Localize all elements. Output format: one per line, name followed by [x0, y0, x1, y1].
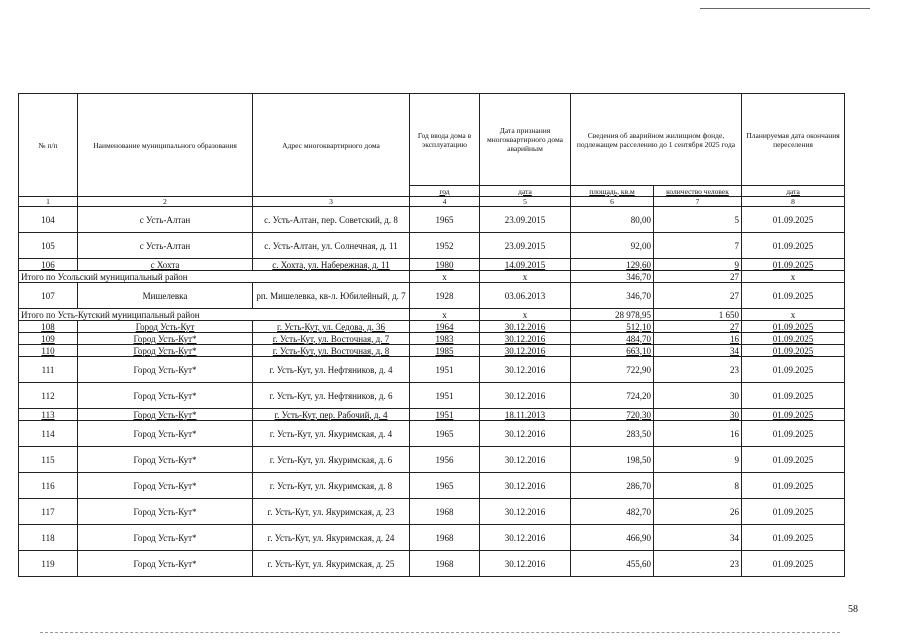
table-row: [19, 233, 845, 259]
cell-number: 111: [19, 357, 78, 383]
cell-address: г. Усть-Кут, ул. Якуримская, д. 25: [253, 551, 410, 577]
cell-year: 1928: [410, 283, 480, 309]
cell-year: х: [410, 271, 480, 283]
subtotal-row: [19, 309, 845, 321]
cell-address: г. Усть-Кут, ул. Нефтяников, д. 4: [253, 357, 410, 383]
cell-people: 26: [654, 499, 742, 525]
cell-planned-date: 01.09.2025: [742, 473, 845, 499]
cell-address: г. Усть-Кут, ул. Якуримская, д. 4: [253, 421, 410, 447]
cell-municipality: с Усть-Алтан: [78, 233, 253, 259]
table-row: [19, 345, 845, 357]
table-row: [19, 333, 845, 345]
cell-year: 1968: [410, 525, 480, 551]
cell-municipality: Город Усть-Кут*: [78, 421, 253, 447]
cell-number: 107: [19, 283, 78, 309]
cell-year: 1951: [410, 357, 480, 383]
cell-municipality: Город Усть-Кут*: [78, 447, 253, 473]
cell-area: 482,70: [571, 499, 654, 525]
cell-people: 27: [654, 283, 742, 309]
cell-municipality: с Хохта: [78, 259, 253, 271]
cell-people: 30: [654, 409, 742, 421]
cell-date: 30.12.2016: [480, 499, 571, 525]
table-row: [19, 409, 845, 421]
subtotal-label: Итого по Усть-Кутский муниципальный район: [19, 309, 410, 321]
cell-address: с. Хохта, ул. Набережная, д. 11: [253, 259, 410, 271]
cell-number: 117: [19, 499, 78, 525]
table-row: [19, 447, 845, 473]
column-number: 1: [19, 197, 78, 207]
cell-planned-date: 01.09.2025: [742, 447, 845, 473]
cell-year: 1985: [410, 345, 480, 357]
cell-people: 7: [654, 233, 742, 259]
cell-planned-date: 01.09.2025: [742, 345, 845, 357]
cell-date: 30.12.2016: [480, 473, 571, 499]
cell-area: 455,60: [571, 551, 654, 577]
cell-area: 198,50: [571, 447, 654, 473]
cell-area: 346,70: [571, 271, 654, 283]
cell-planned-date: 01.09.2025: [742, 551, 845, 577]
cell-people: 9: [654, 259, 742, 271]
column-number: 5: [480, 197, 571, 207]
cell-date: 30.12.2016: [480, 321, 571, 333]
cell-number: 115: [19, 447, 78, 473]
cell-area: 724,20: [571, 383, 654, 409]
cell-municipality: Город Усть-Кут*: [78, 345, 253, 357]
cell-number: 109: [19, 333, 78, 345]
cell-people: 1 650: [654, 309, 742, 321]
cell-people: 23: [654, 357, 742, 383]
cell-people: 27: [654, 271, 742, 283]
cell-area: 92,00: [571, 233, 654, 259]
cell-date: 30.12.2016: [480, 447, 571, 473]
cell-year: 1952: [410, 233, 480, 259]
cell-date: х: [480, 309, 571, 321]
cell-address: г. Усть-Кут, пер. Рабочий, д. 4: [253, 409, 410, 421]
cell-planned-date: х: [742, 271, 845, 283]
cell-number: 114: [19, 421, 78, 447]
cell-municipality: Город Усть-Кут*: [78, 357, 253, 383]
cell-area: 28 978,95: [571, 309, 654, 321]
cell-area: 663,10: [571, 345, 654, 357]
cell-year: 1965: [410, 473, 480, 499]
cell-planned-date: 01.09.2025: [742, 525, 845, 551]
cell-municipality: Город Усть-Кут*: [78, 499, 253, 525]
cell-area: 466,90: [571, 525, 654, 551]
column-number: 2: [78, 197, 253, 207]
cell-date: 23.09.2015: [480, 233, 571, 259]
cell-date: 23.09.2015: [480, 207, 571, 233]
cell-address: г. Усть-Кут, ул. Якуримская, д. 23: [253, 499, 410, 525]
cell-people: 34: [654, 525, 742, 551]
cell-number: 105: [19, 233, 78, 259]
cell-area: 286,70: [571, 473, 654, 499]
cell-area: 346,70: [571, 283, 654, 309]
cell-date: 30.12.2016: [480, 383, 571, 409]
table-row: [19, 357, 845, 383]
cell-people: 30: [654, 383, 742, 409]
cell-date: 18.11.2013: [480, 409, 571, 421]
cell-planned-date: 01.09.2025: [742, 333, 845, 345]
cell-number: 119: [19, 551, 78, 577]
cell-planned-date: 01.09.2025: [742, 207, 845, 233]
cell-date: 30.12.2016: [480, 357, 571, 383]
cell-year: 1956: [410, 447, 480, 473]
cell-area: 484,70: [571, 333, 654, 345]
cell-address: г. Усть-Кут, ул. Восточная, д. 7: [253, 333, 410, 345]
cell-address: г. Усть-Кут, ул. Якуримская, д. 8: [253, 473, 410, 499]
cell-people: 8: [654, 473, 742, 499]
table-row: [19, 259, 845, 271]
emergency-housing-table: [18, 93, 845, 577]
cell-planned-date: 01.09.2025: [742, 233, 845, 259]
cell-year: 1951: [410, 409, 480, 421]
cell-year: 1983: [410, 333, 480, 345]
cell-number: 106: [19, 259, 78, 271]
cell-area: 722,90: [571, 357, 654, 383]
table-row: [19, 283, 845, 309]
cell-address: г. Усть-Кут, ул. Седова, д. 36: [253, 321, 410, 333]
header-num: № п/п: [19, 94, 78, 197]
cell-address: г. Усть-Кут, ул. Якуримская, д. 6: [253, 447, 410, 473]
cell-year: х: [410, 309, 480, 321]
cell-municipality: Город Усть-Кут*: [78, 473, 253, 499]
cell-planned-date: 01.09.2025: [742, 409, 845, 421]
cell-date: х: [480, 271, 571, 283]
cell-date: 03.06.2013: [480, 283, 571, 309]
table-row: [19, 321, 845, 333]
table-row: [19, 551, 845, 577]
cell-year: 1965: [410, 421, 480, 447]
cell-date: 30.12.2016: [480, 525, 571, 551]
cell-people: 9: [654, 447, 742, 473]
cell-area: 283,50: [571, 421, 654, 447]
cell-municipality: Город Усть-Кут: [78, 321, 253, 333]
cell-people: 16: [654, 421, 742, 447]
subtotal-row: [19, 271, 845, 283]
cell-planned-date: 01.09.2025: [742, 499, 845, 525]
table-row: [19, 499, 845, 525]
cell-number: 112: [19, 383, 78, 409]
cell-number: 116: [19, 473, 78, 499]
cell-area: 80,00: [571, 207, 654, 233]
subtotal-label: Итого по Усольский муниципальный район: [19, 271, 410, 283]
cell-address: рп. Мишелевка, кв-л. Юбилейный, д. 7: [253, 283, 410, 309]
table-row: [19, 473, 845, 499]
cell-municipality: с Усть-Алтан: [78, 207, 253, 233]
cell-people: 5: [654, 207, 742, 233]
cell-people: 16: [654, 333, 742, 345]
cell-address: с. Усть-Алтан, пер. Советский, д. 8: [253, 207, 410, 233]
cell-year: 1980: [410, 259, 480, 271]
table-row: [19, 525, 845, 551]
cell-address: г. Усть-Кут, ул. Якуримская, д. 24: [253, 525, 410, 551]
cell-address: с. Усть-Алтан, ул. Солнечная, д. 11: [253, 233, 410, 259]
scan-artifact-line: [700, 8, 870, 9]
cell-year: 1965: [410, 207, 480, 233]
header-municipality: Наименование муниципального образования: [78, 94, 253, 197]
cell-year: 1964: [410, 321, 480, 333]
table-row: [19, 207, 845, 233]
cell-planned-date: х: [742, 309, 845, 321]
table-row: [19, 383, 845, 409]
cell-year: 1951: [410, 383, 480, 409]
cell-address: г. Усть-Кут, ул. Нефтяников, д. 6: [253, 383, 410, 409]
unit-label: дата: [742, 186, 845, 197]
cell-year: 1968: [410, 551, 480, 577]
cell-people: 34: [654, 345, 742, 357]
scan-artifact-line: [40, 632, 840, 633]
cell-planned-date: 01.09.2025: [742, 421, 845, 447]
cell-planned-date: 01.09.2025: [742, 357, 845, 383]
column-number: 4: [410, 197, 480, 207]
cell-planned-date: 01.09.2025: [742, 321, 845, 333]
cell-date: 30.12.2016: [480, 345, 571, 357]
cell-municipality: Мишелевка: [78, 283, 253, 309]
cell-year: 1968: [410, 499, 480, 525]
cell-planned-date: 01.09.2025: [742, 383, 845, 409]
cell-municipality: Город Усть-Кут*: [78, 551, 253, 577]
cell-number: 113: [19, 409, 78, 421]
cell-people: 23: [654, 551, 742, 577]
table-row: [19, 421, 845, 447]
unit-label: год: [410, 186, 480, 197]
unit-label: площадь, кв.м: [571, 186, 654, 197]
cell-number: 118: [19, 525, 78, 551]
cell-date: 14.09.2015: [480, 259, 571, 271]
cell-municipality: Город Усть-Кут*: [78, 409, 253, 421]
table-body: [19, 207, 845, 577]
cell-area: 512,10: [571, 321, 654, 333]
cell-number: 108: [19, 321, 78, 333]
cell-municipality: Город Усть-Кут*: [78, 333, 253, 345]
cell-people: 27: [654, 321, 742, 333]
cell-area: 129,60: [571, 259, 654, 271]
column-number: 3: [253, 197, 410, 207]
column-number: 7: [654, 197, 742, 207]
unit-label: дата: [480, 186, 571, 197]
cell-planned-date: 01.09.2025: [742, 259, 845, 271]
cell-date: 30.12.2016: [480, 551, 571, 577]
column-number: 6: [571, 197, 654, 207]
cell-date: 30.12.2016: [480, 421, 571, 447]
cell-address: г. Усть-Кут, ул. Восточная, д. 8: [253, 345, 410, 357]
header-year-built: Год ввода дома в эксплуатацию: [410, 94, 480, 186]
cell-date: 30.12.2016: [480, 333, 571, 345]
header-fund-info: Сведения об аварийном жилищном фонде, подлежащем расселению до 1 сентября 2025 года: [571, 94, 742, 186]
cell-number: 110: [19, 345, 78, 357]
page-number: 58: [848, 604, 858, 615]
header-address: Адрес многоквартирного дома: [253, 94, 410, 197]
cell-planned-date: 01.09.2025: [742, 283, 845, 309]
column-number: 8: [742, 197, 845, 207]
header-recognition-date: Дата признания многоквартирного дома аварийным: [480, 94, 571, 186]
unit-label: количество человек: [654, 186, 742, 197]
cell-municipality: Город Усть-Кут*: [78, 525, 253, 551]
header-planned-date: Планируемая дата окончания переселения: [742, 94, 845, 186]
cell-municipality: Город Усть-Кут*: [78, 383, 253, 409]
cell-number: 104: [19, 207, 78, 233]
cell-area: 720,30: [571, 409, 654, 421]
